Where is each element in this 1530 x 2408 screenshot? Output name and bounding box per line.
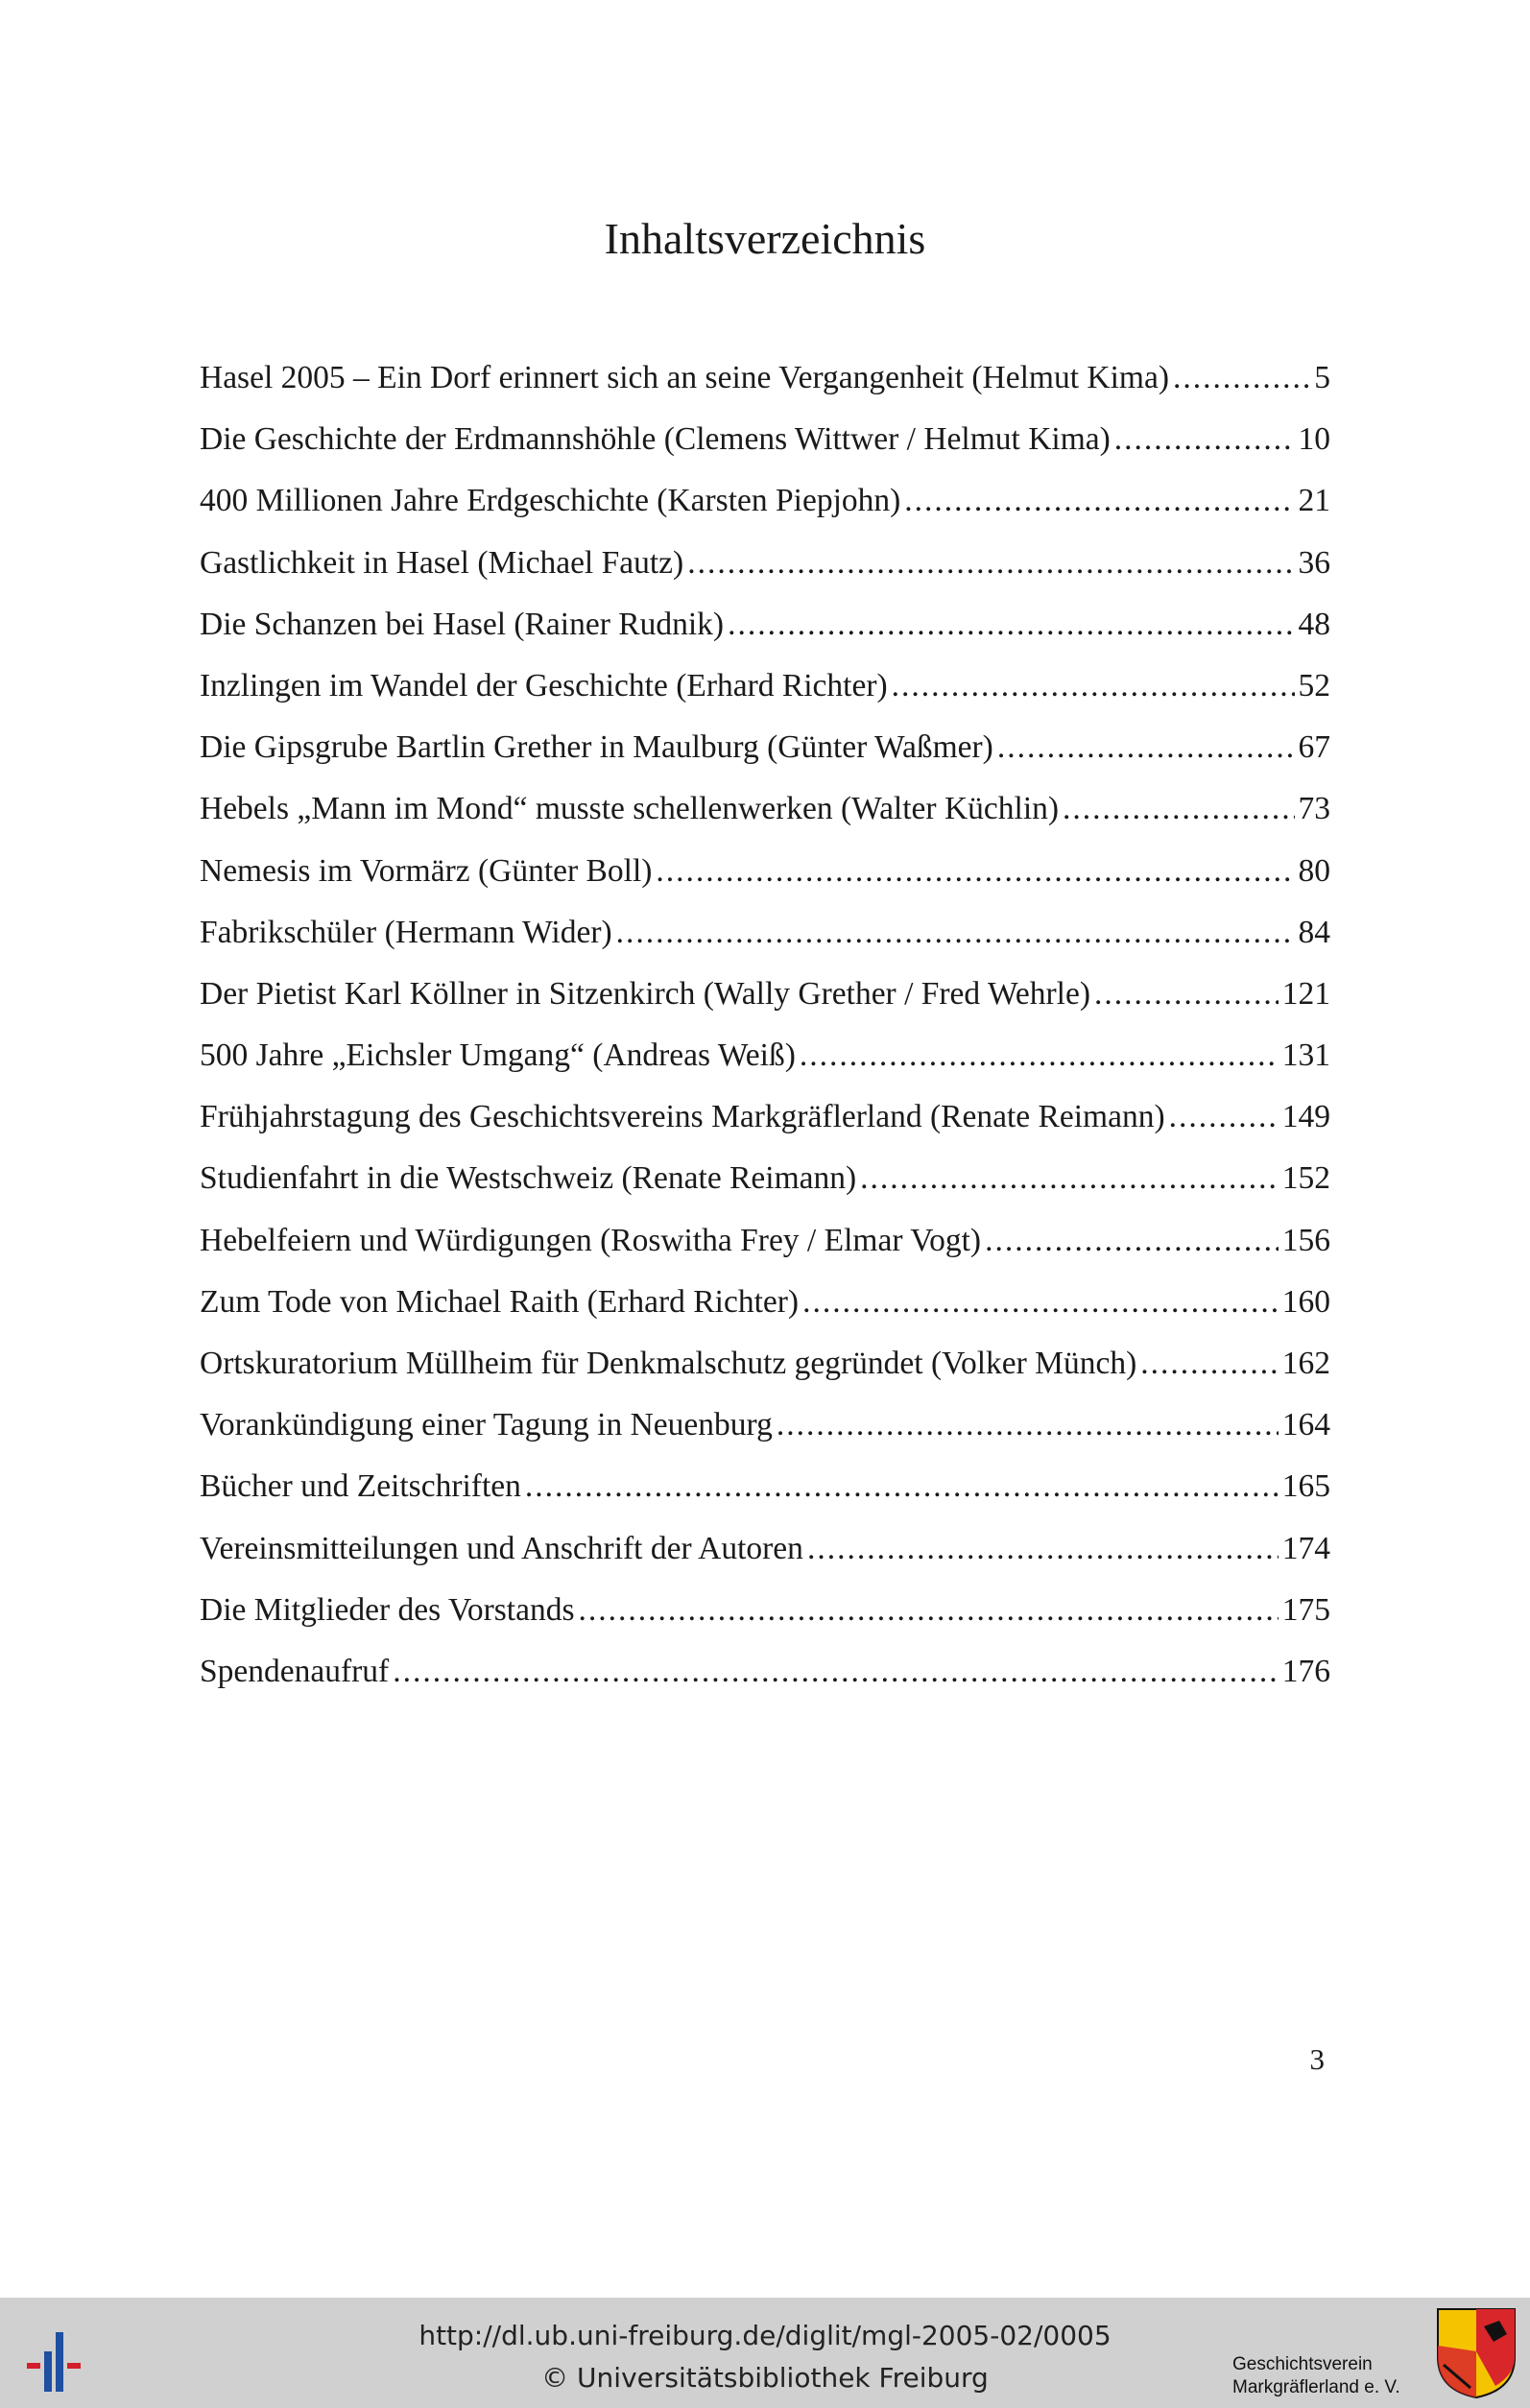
- toc-entry-title: Inzlingen im Wandel der Geschichte (Erhard Richter): [200, 667, 888, 703]
- toc-dot-leader: [1173, 347, 1310, 409]
- toc-entry-page: 48: [1298, 606, 1330, 642]
- toc-entry-page: 131: [1281, 1037, 1330, 1074]
- table-of-contents: [200, 347, 1330, 1703]
- toc-dot-leader: [687, 533, 1294, 594]
- toc-entry: [200, 1580, 1330, 1641]
- toc-dot-leader: [578, 1580, 1278, 1641]
- toc-entry-page: 176: [1281, 1653, 1330, 1689]
- toc-dot-leader: [985, 1210, 1279, 1272]
- toc-dot-leader: [1114, 409, 1295, 470]
- toc-entry-page: 162: [1281, 1346, 1330, 1381]
- society-name: [1232, 2353, 1400, 2399]
- toc-entry-page: 156: [1281, 1222, 1330, 1258]
- toc-entry-page: 121: [1281, 975, 1330, 1012]
- toc-entry-title: Frühjahrstagung des Geschichtsvereins Markgräflerland (Renate Reimann): [200, 1099, 1165, 1135]
- toc-dot-leader: [1094, 964, 1279, 1025]
- footer-copyright: © Universitätsbibliothek Freiburg: [541, 2362, 989, 2394]
- toc-entry-title: Nemesis im Vormärz (Günter Boll): [200, 852, 653, 889]
- toc-entry: [200, 964, 1330, 1025]
- toc-entry-page: 80: [1298, 852, 1330, 889]
- toc-entry-page: 10: [1298, 421, 1330, 458]
- toc-dot-leader: [802, 1272, 1279, 1333]
- toc-entry-page: 174: [1281, 1530, 1330, 1566]
- toc-entry: [200, 1518, 1330, 1580]
- toc-entry-page: 67: [1298, 729, 1330, 766]
- toc-entry: [200, 409, 1330, 470]
- toc-entry: [200, 1086, 1330, 1148]
- toc-entry-title: Vorankündigung einer Tagung in Neuenburg: [200, 1407, 773, 1443]
- toc-entry-page: 160: [1281, 1283, 1330, 1320]
- toc-dot-leader: [904, 470, 1294, 532]
- toc-dot-leader: [656, 841, 1294, 902]
- toc-dot-leader: [997, 717, 1295, 778]
- toc-entry: [200, 1333, 1330, 1395]
- toc-dot-leader: [807, 1518, 1279, 1580]
- toc-entry-page: 175: [1281, 1591, 1330, 1628]
- toc-entry-title: Ortskuratorium Müllheim für Denkmalschutz gegründet (Volker Münch): [200, 1346, 1137, 1381]
- toc-entry-title: Hebelfeiern und Würdigungen (Roswitha Frey / Elmar Vogt): [200, 1222, 982, 1258]
- toc-entry: [200, 1456, 1330, 1517]
- footer-bar: [0, 2298, 1530, 2408]
- toc-entry: [200, 347, 1330, 409]
- toc-entry-page: 149: [1281, 1099, 1330, 1135]
- toc-dot-leader: [1140, 1333, 1279, 1395]
- toc-dot-leader: [728, 594, 1294, 656]
- toc-entry-title: Studienfahrt in die Westschweiz (Renate Reimann): [200, 1160, 857, 1197]
- footer-url-link[interactable]: http://dl.ub.uni-freiburg.de/diglit/mgl-2005-02/0005: [418, 2320, 1112, 2351]
- toc-entry: [200, 1395, 1330, 1456]
- toc-entry-title: Hebels „Mann im Mond“ musste schellenwerken (Walter Küchlin): [200, 791, 1060, 827]
- toc-entry-title: 400 Millionen Jahre Erdgeschichte (Karsten Piepjohn): [200, 483, 901, 519]
- society-name-line1: Geschichtsverein: [1232, 2354, 1373, 2374]
- toc-entry-title: Gastlichkeit in Hasel (Michael Fautz): [200, 544, 684, 581]
- toc-entry-page: 73: [1298, 791, 1330, 827]
- toc-entry-page: 84: [1298, 914, 1330, 950]
- coat-of-arms-icon: [1436, 2307, 1517, 2399]
- toc-entry: [200, 1148, 1330, 1209]
- toc-entry: [200, 841, 1330, 902]
- toc-entry-title: Spendenaufruf: [200, 1653, 390, 1689]
- toc-dot-leader: [393, 1641, 1279, 1703]
- toc-entry-title: Die Mitglieder des Vorstands: [200, 1591, 575, 1628]
- toc-entry-page: 152: [1281, 1160, 1330, 1197]
- toc-entry-page: 5: [1314, 360, 1330, 395]
- toc-entry-title: Der Pietist Karl Köllner in Sitzenkirch (Wally Grether / Fred Wehrle): [200, 975, 1090, 1012]
- toc-entry-page: 21: [1298, 483, 1330, 519]
- toc-dot-leader: [1063, 778, 1294, 840]
- page-number: 3: [1309, 2042, 1325, 2076]
- toc-entry: [200, 717, 1330, 778]
- toc-entry-title: Die Schanzen bei Hasel (Rainer Rudnik): [200, 606, 725, 642]
- page-title: Inhaltsverzeichnis: [604, 214, 926, 263]
- toc-entry: [200, 656, 1330, 717]
- toc-entry-title: Zum Tode von Michael Raith (Erhard Richter): [200, 1283, 800, 1320]
- toc-entry-title: Vereinsmitteilungen und Anschrift der Autoren: [200, 1530, 803, 1566]
- toc-entry-page: 36: [1298, 544, 1330, 581]
- toc-dot-leader: [1169, 1086, 1279, 1148]
- toc-dot-leader: [800, 1025, 1279, 1086]
- toc-entry-title: Fabrikschüler (Hermann Wider): [200, 914, 612, 950]
- toc-dot-leader: [616, 902, 1295, 964]
- toc-entry: [200, 1641, 1330, 1703]
- toc-entry: [200, 594, 1330, 656]
- toc-dot-leader: [860, 1148, 1279, 1209]
- toc-entry-page: 165: [1281, 1468, 1330, 1505]
- toc-entry: [200, 533, 1330, 594]
- toc-dot-leader: [777, 1395, 1279, 1456]
- toc-entry-title: Hasel 2005 – Ein Dorf erinnert sich an seine Vergangenheit (Helmut Kima): [200, 360, 1169, 395]
- toc-entry: [200, 778, 1330, 840]
- toc-entry-page: 164: [1281, 1407, 1330, 1443]
- toc-entry: [200, 1210, 1330, 1272]
- toc-entry-title: Bücher und Zeitschriften: [200, 1468, 521, 1505]
- toc-entry: [200, 1272, 1330, 1333]
- toc-entry-title: 500 Jahre „Eichsler Umgang“ (Andreas Weiß): [200, 1037, 796, 1074]
- toc-entry: [200, 1025, 1330, 1086]
- toc-entry: [200, 470, 1330, 532]
- toc-entry: [200, 902, 1330, 964]
- society-name-line2: Markgräflerland e. V.: [1232, 2377, 1400, 2397]
- toc-entry-title: Die Geschichte der Erdmannshöhle (Clemens Wittwer / Helmut Kima): [200, 421, 1111, 458]
- toc-dot-leader: [525, 1456, 1279, 1517]
- toc-entry-page: 52: [1298, 667, 1330, 703]
- toc-entry-title: Die Gipsgrube Bartlin Grether in Maulburg (Günter Waßmer): [200, 729, 993, 766]
- toc-dot-leader: [892, 656, 1295, 717]
